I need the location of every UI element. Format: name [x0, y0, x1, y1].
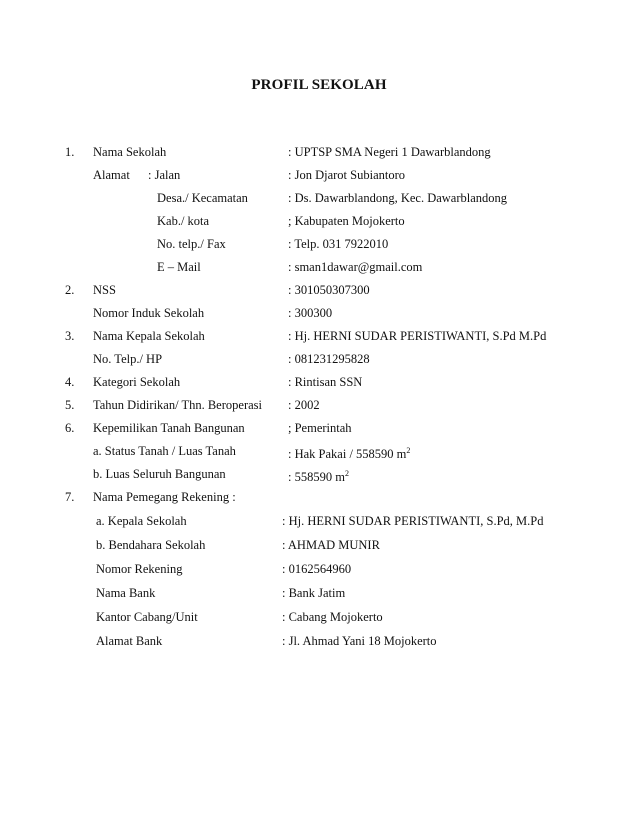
field-value: : 081231295828	[288, 352, 370, 366]
field-value: : Hj. HERNI SUDAR PERISTIWANTI, S.Pd M.Pd	[288, 329, 547, 343]
field-value: : Rintisan SSN	[288, 375, 363, 389]
item-number: 6.	[65, 421, 75, 435]
field-label: Nama Bank	[96, 586, 156, 600]
page-title: PROFIL SEKOLAH	[251, 77, 387, 93]
field-label: Nomor Induk Sekolah	[93, 306, 205, 320]
field-value: : Jon Djarot Subiantoro	[288, 168, 406, 182]
field-label: b. Bendahara Sekolah	[96, 538, 206, 552]
field-value: : 301050307300	[288, 283, 370, 297]
field-value: ; Pemerintah	[288, 421, 352, 435]
field-value: : 0162564960	[282, 562, 352, 576]
field-value: : Hj. HERNI SUDAR PERISTIWANTI, S.Pd, M.Pd	[282, 514, 544, 528]
field-value: : Ds. Dawarblandong, Kec. Dawarblandong	[288, 191, 508, 205]
item-number: 7.	[65, 490, 75, 504]
field-label: Nomor Rekening	[96, 562, 183, 576]
field-label: Kategori Sekolah	[93, 375, 181, 389]
field-label: Alamat	[93, 168, 130, 182]
field-label: a. Kepala Sekolah	[96, 514, 187, 528]
item-number: 1.	[65, 145, 75, 159]
field-value: ; Kabupaten Mojokerto	[288, 214, 405, 228]
item-number: 4.	[65, 375, 75, 389]
item-number: 5.	[65, 398, 75, 412]
field-label: Tahun Didirikan/ Thn. Beroperasi	[93, 398, 262, 412]
field-value: : Bank Jatim	[282, 586, 346, 600]
field-value: : UPTSP SMA Negeri 1 Dawarblandong	[288, 145, 491, 159]
field-label: Alamat Bank	[96, 634, 163, 648]
field-value: : Jl. Ahmad Yani 18 Mojokerto	[282, 634, 437, 648]
field-value-text: : 558590 m	[288, 470, 345, 484]
field-value: : 300300	[288, 306, 333, 320]
field-label: a. Status Tanah / Luas Tanah	[93, 444, 236, 458]
field-label: Nama Pemegang Rekening :	[93, 490, 236, 504]
field-label: b. Luas Seluruh Bangunan	[93, 467, 226, 481]
field-label: Nama Kepala Sekolah	[93, 329, 205, 343]
field-label: Kantor Cabang/Unit	[96, 610, 198, 624]
field-value	[288, 466, 349, 485]
field-label: No. Telp./ HP	[93, 352, 163, 366]
field-label: No. telp./ Fax	[157, 237, 226, 251]
field-value: : 2002	[288, 398, 320, 412]
field-label: Desa./ Kecamatan	[157, 191, 248, 205]
field-label: E – Mail	[157, 260, 201, 274]
field-value: : sman1dawar@gmail.com	[288, 260, 423, 274]
field-value: : Cabang Mojokerto	[282, 610, 383, 624]
field-value: : Telp. 031 7922010	[288, 237, 389, 251]
field-value-text: : Hak Pakai / 558590 m	[288, 447, 407, 461]
unit-superscript: 2	[344, 469, 349, 478]
field-value: : AHMAD MUNIR	[282, 538, 380, 552]
item-number: 3.	[65, 329, 75, 343]
field-sublabel: : Jalan	[148, 168, 181, 182]
field-label: NSS	[93, 283, 116, 297]
field-label: Nama Sekolah	[93, 145, 167, 159]
field-value	[288, 443, 410, 462]
unit-superscript: 2	[406, 446, 411, 455]
item-number: 2.	[65, 283, 75, 297]
field-label: Kab./ kota	[157, 214, 210, 228]
field-label: Kepemilikan Tanah Bangunan	[93, 421, 245, 435]
